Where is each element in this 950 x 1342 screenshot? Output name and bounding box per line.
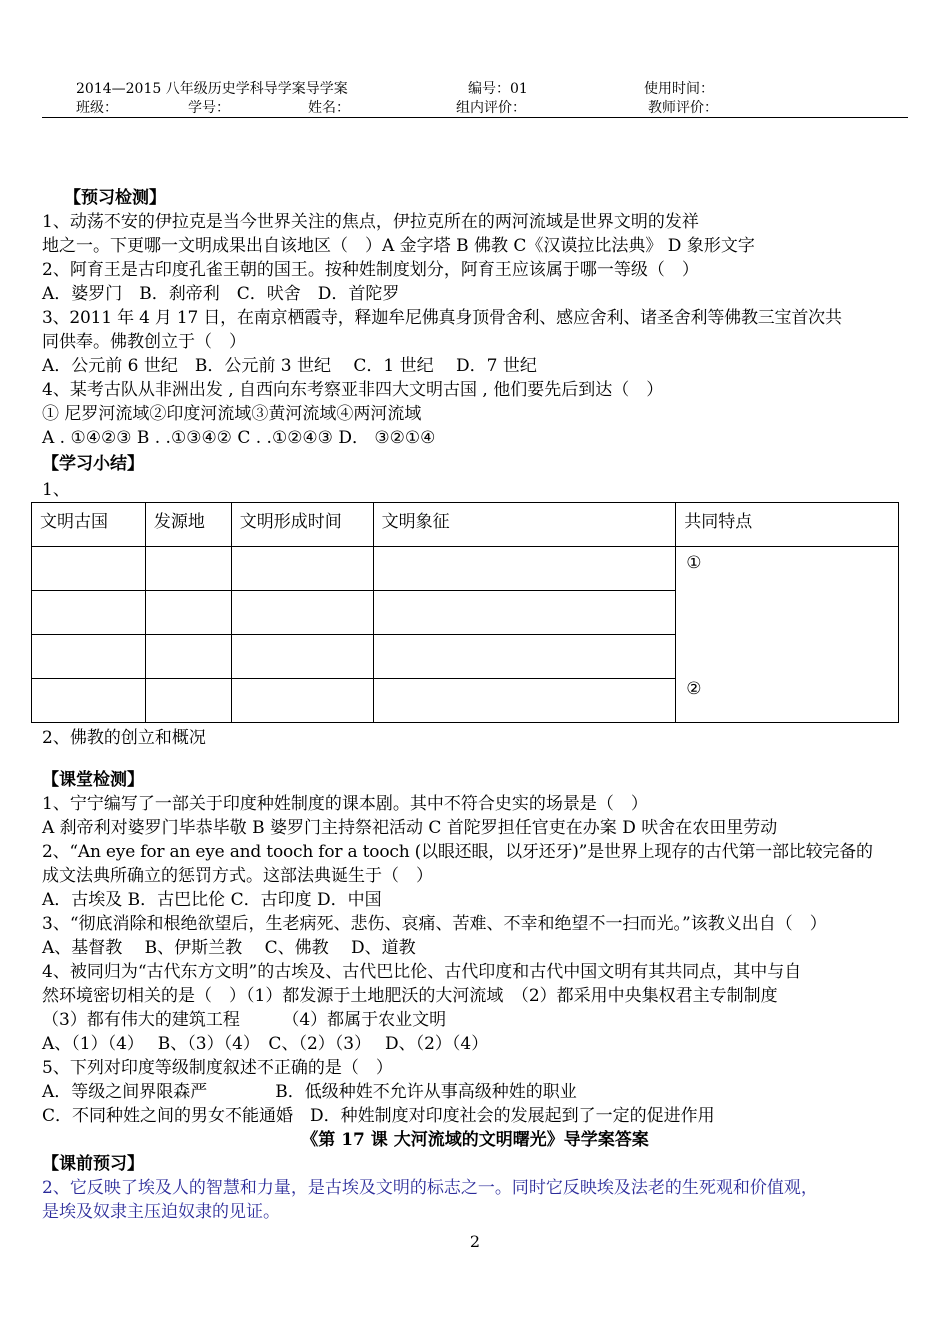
class-check-line: 4、被同归为“古代东方文明”的古埃及、古代巴比伦、古代印度和古代中国文明有其共同点，其中与自 xyxy=(42,962,802,982)
table-row xyxy=(32,547,899,591)
class-check-line: A．等级之间界限森严 B．低级种姓不允许从事高级种姓的职业 xyxy=(42,1082,577,1102)
table-cell xyxy=(32,591,146,635)
preview-line: 地之一。下更哪一文明成果出自该地区（ ）A 金字塔 B 佛教 C《汉谟拉比法典》 D 象形文字 xyxy=(42,236,755,256)
table-header-cell: 文明古国 xyxy=(32,503,146,547)
class-check-line: A、（1）（4） B、（3）（4） C、（2）（3） D、（2）（4） xyxy=(42,1034,489,1054)
table-cell xyxy=(231,679,373,723)
table-header-cell: 文明形成时间 xyxy=(231,503,373,547)
header-number: 编号：01 xyxy=(468,81,528,97)
answer-title: 《第 17 课 大河流域的文明曙光》导学案答案 xyxy=(301,1130,649,1150)
preview-line: 同供奉。佛教创立于（ ） xyxy=(42,332,246,352)
class-check-line: A、基督教 B、伊斯兰教 C、佛教 D、道教 xyxy=(42,938,416,958)
class-check-line: 1、宁宁编写了一部关于印度种姓制度的课本剧。其中不符合史实的场景是（ ） xyxy=(42,794,648,814)
preview-line: ① 尼罗河流域②印度河流域③黄河流域④两河流域 xyxy=(42,404,422,424)
section-heading-summary: 【学习小结】 xyxy=(42,454,144,474)
answer-line: 是埃及奴隶主压迫奴隶的见证。 xyxy=(42,1202,280,1222)
class-check-line: （3）都有伟大的建筑工程 （4）都属于农业文明 xyxy=(42,1010,447,1030)
table-header-cell: 共同特点 xyxy=(676,503,899,547)
table-cell xyxy=(145,547,231,591)
preview-line: A . ①④②③ B . .①③④② C . .①②④③ D． ③②①④ xyxy=(42,428,436,448)
preview-line: 1、动荡不安的伊拉克是当今世界关注的焦点，伊拉克所在的两河流域是世界文明的发祥 xyxy=(42,212,699,232)
header-rule xyxy=(42,117,908,118)
table-cell xyxy=(373,635,676,679)
class-check-line: 然环境密切相关的是（ ）（1）都发源于土地肥沃的大河流域 （2）都采用中央集权君主专制制度 xyxy=(42,986,778,1006)
table-cell xyxy=(373,591,676,635)
table-header-row xyxy=(32,503,899,547)
header-title: 2014—2015 八年级历史学科导学案导学案 xyxy=(76,81,348,97)
common-points-cell xyxy=(676,547,899,723)
table-cell xyxy=(145,635,231,679)
table-cell xyxy=(145,679,231,723)
header-group-eval: 组内评价： xyxy=(456,100,526,116)
section-heading-class-check: 【课堂检测】 xyxy=(42,770,144,790)
common-point-1: ① xyxy=(686,553,702,573)
section-heading-preview: 【预习检测】 xyxy=(64,188,166,208)
preview-line: A．婆罗门 B．刹帝利 C．吠舍 D．首陀罗 xyxy=(42,284,400,304)
table-header-cell: 发源地 xyxy=(145,503,231,547)
preview-line: 2、阿育王是古印度孔雀王朝的国王。按种姓制度划分，阿育王应该属于哪一等级（ ） xyxy=(42,260,699,280)
class-check-line: 5、下列对印度等级制度叙述不正确的是（ ） xyxy=(42,1058,393,1078)
table-cell xyxy=(231,591,373,635)
header-class: 班级： xyxy=(76,100,118,116)
table-cell xyxy=(32,547,146,591)
header-use-time: 使用时间： xyxy=(644,81,714,97)
table-cell xyxy=(231,635,373,679)
table-cell xyxy=(32,635,146,679)
table-cell xyxy=(373,547,676,591)
table-cell xyxy=(32,679,146,723)
class-check-line: A 刹帝利对婆罗门毕恭毕敬 B 婆罗门主持祭祀活动 C 首陀罗担任官吏在办案 D 吠舍在农田里劳动 xyxy=(42,818,778,838)
header-name: 姓名： xyxy=(308,100,350,116)
preview-line: 3、2011 年 4 月 17 日，在南京栖霞寺，释迦牟尼佛真身顶骨舍利、感应舍利、诸圣舍利等佛教三宝首次共 xyxy=(42,308,842,328)
header-teacher-eval: 教师评价： xyxy=(648,100,718,116)
class-check-line: 成文法典所确立的惩罚方式。这部法典诞生于（ ） xyxy=(42,866,433,886)
table-cell xyxy=(145,591,231,635)
preview-line: 4、某考古队从非洲出发 , 自西向东考察亚非四大文明古国 , 他们要先后到达（ ） xyxy=(42,380,664,400)
header-student-no: 学号： xyxy=(188,100,230,116)
answer-line: 2、它反映了埃及人的智慧和力量，是古埃及文明的标志之一。同时它反映埃及法老的生死观和价值观， xyxy=(42,1178,818,1198)
class-check-line: 3、“彻底消除和根绝欲望后，生老病死、悲伤、哀痛、苦难、不幸和绝望不一扫而光。”该教义出自（ ） xyxy=(42,914,827,934)
table-header-cell: 文明象征 xyxy=(373,503,676,547)
table-cell xyxy=(373,679,676,723)
table-cell xyxy=(231,547,373,591)
summary-item-1: 1、 xyxy=(42,480,70,500)
summary-item-2: 2、佛教的创立和概况 xyxy=(42,728,206,748)
class-check-line: A．古埃及 B．古巴比伦 C．古印度 D．中国 xyxy=(42,890,382,910)
class-check-line: 2、“An eye for an eye and tooch for a tooch (以眼还眼，以牙还牙)”是世界上现存的古代第一部比较完备的 xyxy=(42,842,873,862)
common-point-2: ② xyxy=(686,679,702,699)
section-heading-answers: 【课前预习】 xyxy=(42,1154,144,1174)
class-check-line: C．不同种姓之间的男女不能通婚 D．种姓制度对印度社会的发展起到了一定的促进作用 xyxy=(42,1106,715,1126)
page-number: 2 xyxy=(469,1232,481,1251)
preview-line: A．公元前 6 世纪 B．公元前 3 世纪 C．1 世纪 D．7 世纪 xyxy=(42,356,537,376)
civilization-summary-table xyxy=(31,502,899,723)
